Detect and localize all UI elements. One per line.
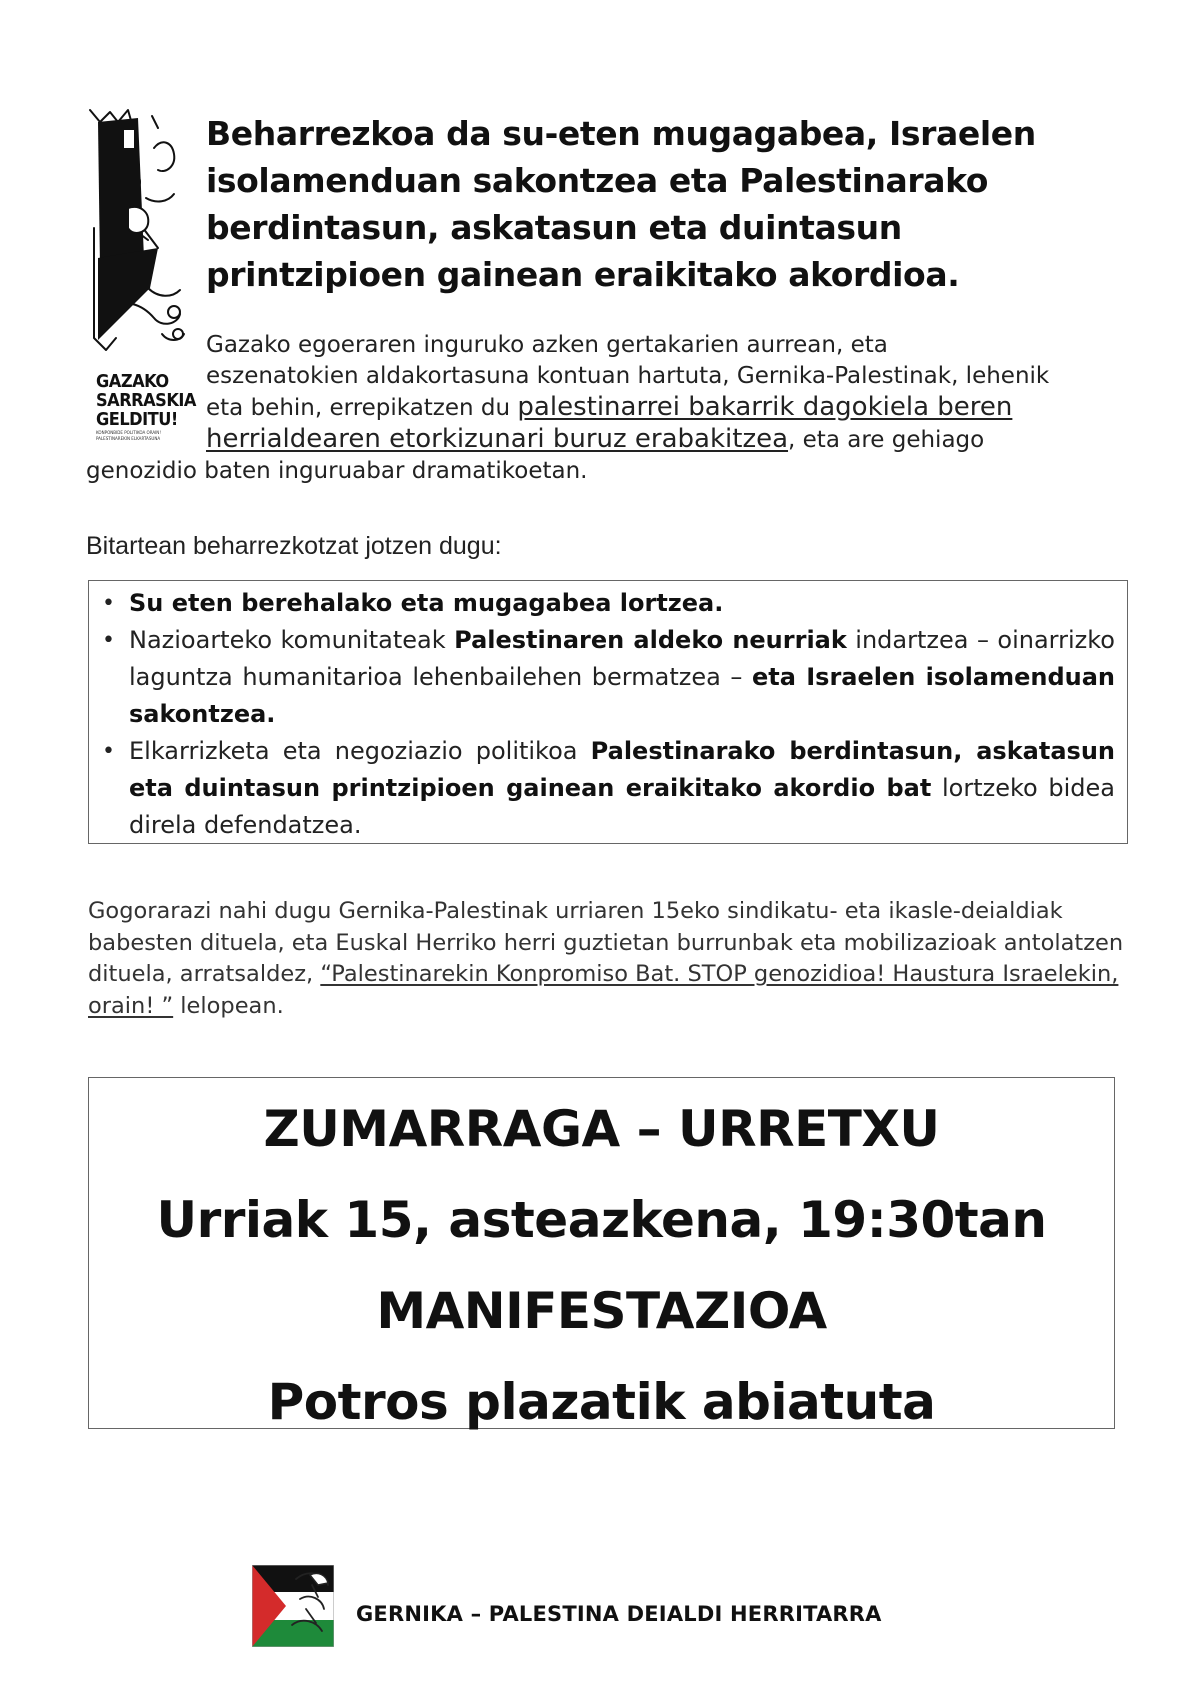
- demands-box: [88, 580, 1128, 844]
- logo-caption-small: KONPONBIDE POLITIKOA ORAIN! PALESTINAREKIN ELKARTASUNA: [96, 431, 161, 442]
- demand-bold: Palestinaren aldeko neurriak: [454, 626, 847, 654]
- headline-line: isolamenduan sakontzea eta Palestinarako: [206, 161, 989, 200]
- event-start: Potros plazatik abiatuta: [267, 1373, 936, 1431]
- intro-underlined: herrialdearen etorkizunari buruz erabakitzea: [206, 424, 789, 454]
- demand-item: [129, 585, 1115, 622]
- demands-list: [89, 581, 1127, 844]
- headline-line: Beharrezkoa da su-eten mugagabea, Israelen: [206, 114, 1036, 153]
- intro-line: , eta are gehiago: [788, 427, 985, 453]
- demand-bold: Palestinarako berdintasun, askatasun eta duintasun printzipioen gainean eraikitako akordio bat: [129, 737, 1116, 802]
- reminder-post: lelopean.: [173, 992, 284, 1019]
- demand-bold: eta Israelen isolamenduan sakontzea.: [129, 663, 1116, 728]
- reminder-text: Gogorarazi nahi dugu Gernika-Palestinak urriaren 15eko sindikatu- eta ikasle-deialdiak babesten dituela, eta Euskal Herriko herri guztietan burrunbak eta mobilizazioak antolatzen dituela, arratsaldez,: [88, 898, 1124, 987]
- reminder-paragraph: [88, 896, 1128, 1022]
- logo-caption-line: GAZAKO: [96, 371, 169, 392]
- headline: [206, 110, 1106, 298]
- intro-line: eszenatokien aldakortasuna kontuan hartuta, Gernika-Palestinak, lehenik: [206, 363, 1050, 389]
- intro-paragraph: [86, 330, 1126, 487]
- event-type: MANIFESTAZIOA: [376, 1282, 827, 1340]
- demand-text: indartzea – oinarrizko laguntza humanitarioa lehenbailehen bermatzea –: [129, 626, 1115, 691]
- gazako-sarraskia-logo-icon: [88, 108, 188, 358]
- event-box: [88, 1077, 1115, 1429]
- demand-item: [129, 622, 1115, 733]
- headline-line: printzipioen gainean eraikitako akordioa.: [206, 255, 960, 294]
- demand-bold: Su eten berehalako eta mugagabea lortzea.: [129, 589, 724, 617]
- intro-line: eta behin, errepikatzen du: [206, 395, 518, 421]
- logo-caption-line: SARRASKIA: [96, 390, 196, 411]
- palestine-flag-logo-icon: [252, 1565, 334, 1647]
- lead-sentence: Bitartean beharrezkotzat jotzen dugu:: [86, 532, 502, 560]
- event-place: ZUMARRAGA – URRETXU: [263, 1100, 940, 1158]
- intro-underlined: palestinarrei bakarrik dagokiela beren: [517, 392, 1013, 422]
- footer-organization: GERNIKA – PALESTINA DEIALDI HERRITARRA: [356, 1602, 882, 1626]
- headline-line: berdintasun, askatasun eta duintasun: [206, 208, 902, 247]
- logo-caption-line: GELDITU!: [96, 409, 178, 430]
- reminder-slogan: “Palestinarekin Konpromiso Bat. STOP genozidioa! Haustura Israelekin, orain! ”: [88, 961, 1119, 1019]
- intro-line: Gazako egoeraren inguruko azken gertakarien aurrean, eta: [206, 332, 888, 358]
- demand-item: [129, 733, 1115, 844]
- demand-text: Nazioarteko komunitateak: [129, 626, 455, 654]
- demand-text: Elkarrizketa eta negoziazio politikoa: [129, 737, 591, 765]
- demand-text: lortzeko bidea direla defendatzea.: [129, 774, 1115, 839]
- intro-line: genozidio baten inguruabar dramatikoetan.: [86, 458, 588, 484]
- event-date: Urriak 15, asteazkena, 19:30tan: [156, 1191, 1047, 1249]
